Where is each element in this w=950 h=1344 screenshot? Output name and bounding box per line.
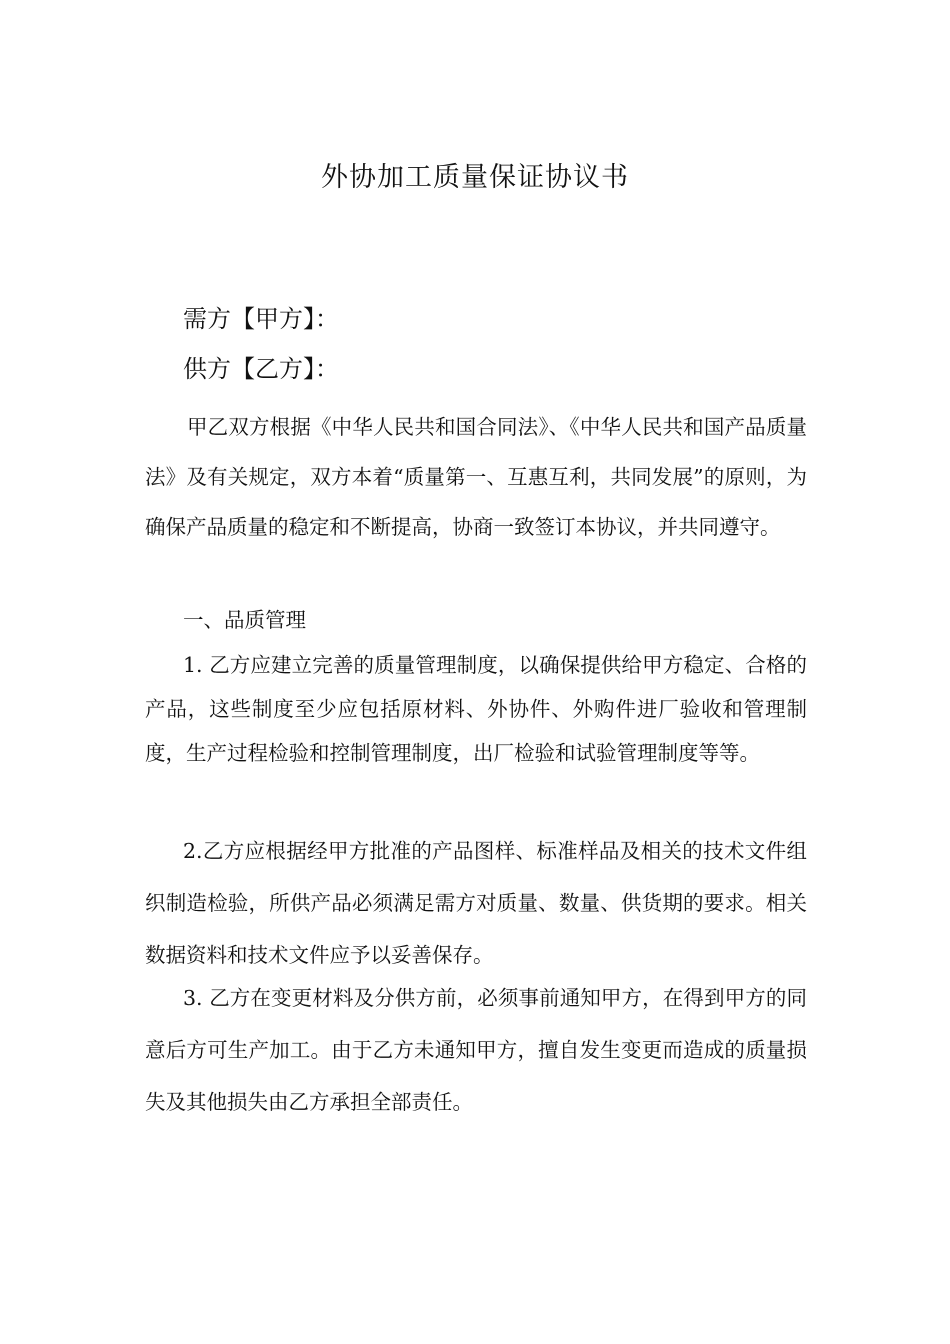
clause-1-paragraph: 1. 乙方应建立完善的质量管理制度，以确保提供给甲方稳定、合格的产品，这些制度至少应包括原材料、外协件、外购件进厂验收和管理制度，生产过程检验和控制管理制度，出厂检验和试验管理制度等等。 — [145, 653, 807, 765]
clause-3-paragraph: 3. 乙方在变更材料及分供方前，必须事前通知甲方，在得到甲方的同意后方可生产加工。由于乙方未通知甲方，擅自发生变更而造成的质量损失及其他损失由乙方承担全部责任。 — [145, 986, 807, 1114]
party-b-line: 供方【乙方】： — [183, 355, 339, 383]
intro-paragraph: 甲乙双方根据《中华人民共和国合同法》、《中华人民共和国产品质量法》及有关规定，双方本着“质量第一、互惠互利，共同发展”的原则，为确保产品质量的稳定和不断提高，协商一致签订本协议，并共同遵守。 — [145, 415, 807, 539]
clause-2-paragraph: 2.乙方应根据经甲方批准的产品图样、标准样品及相关的技术文件组织制造检验，所供产品必须满足需方对质量、数量、供货期的要求。相关数据资料和技术文件应予以妥善保存。 — [145, 839, 807, 967]
section-heading-quality-management: 一、品质管理 — [183, 608, 306, 632]
document-title: 外协加工质量保证协议书 — [321, 162, 629, 193]
party-a-line: 需方【甲方】： — [183, 305, 339, 333]
